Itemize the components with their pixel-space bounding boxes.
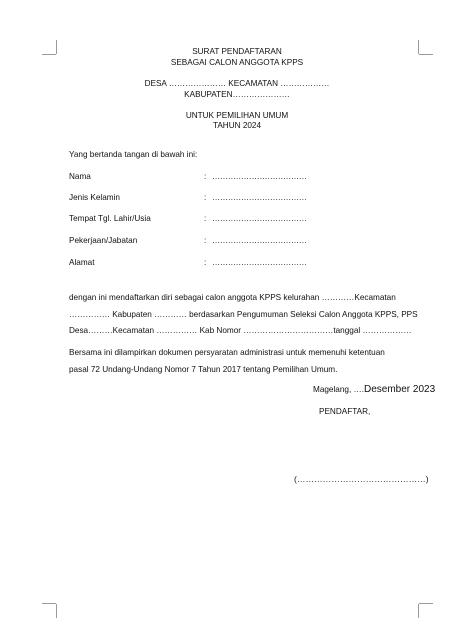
doc-title: SURAT PENDAFTARAN bbox=[192, 47, 282, 56]
intro-text: Yang bertanda tangan di bawah ini: bbox=[69, 150, 198, 159]
paragraph-line: Desa………Kecamatan …………… Kab Nomor ……………………………tanggal ……………… bbox=[69, 326, 412, 335]
field-colon: : bbox=[204, 214, 207, 223]
crop-mark-bottom-left-v bbox=[56, 604, 57, 618]
crop-mark-bottom-left-h bbox=[42, 603, 56, 604]
desa-kecamatan-line: DESA ………………… KECAMATAN ……………… bbox=[144, 79, 330, 88]
paragraph-line: dengan ini mendaftarkan diri sebagai calon anggota KPPS kelurahan …………Kecamatan bbox=[69, 293, 396, 302]
field-label: Nama bbox=[69, 172, 91, 181]
signature-name-line: (………………………………………) bbox=[294, 474, 429, 484]
field-blank: ……………………………… bbox=[212, 236, 307, 245]
field-colon: : bbox=[204, 258, 207, 267]
signature-place: Magelang, …. bbox=[313, 385, 364, 394]
field-colon: : bbox=[204, 193, 207, 202]
kabupaten-line: KABUPATEN………………… bbox=[184, 90, 290, 99]
election-line: UNTUK PEMILIHAN UMUM bbox=[185, 111, 289, 120]
registration-paragraph bbox=[69, 290, 418, 340]
signature-date: Desember 2023 bbox=[363, 384, 436, 395]
field-label: Jenis Kelamin bbox=[69, 193, 120, 202]
field-blank: ……………………………… bbox=[212, 258, 307, 267]
field-colon: : bbox=[204, 236, 207, 245]
field-blank: ……………………………… bbox=[212, 193, 307, 202]
signature-role: PENDAFTAR, bbox=[319, 407, 371, 416]
field-label: Alamat bbox=[69, 258, 95, 267]
doc-subtitle: SEBAGAI CALON ANGGOTA KPPS bbox=[170, 58, 304, 67]
field-colon: : bbox=[204, 172, 207, 181]
paragraph-line: Bersama ini dilampirkan dokumen persyaratan administrasi untuk memenuhi ketentuan bbox=[69, 348, 385, 357]
field-blank: ……………………………… bbox=[212, 214, 307, 223]
field-label: Tempat Tgl. Lahir/Usia bbox=[69, 214, 151, 223]
paragraph-line: …………… Kabupaten ………… berdasarkan Pengumuman Seleksi Calon Anggota KPPS, PPS bbox=[69, 309, 418, 319]
crop-mark-bottom-right-v bbox=[418, 604, 419, 618]
attachment-paragraph bbox=[69, 345, 405, 378]
year-line: TAHUN 2024 bbox=[212, 121, 262, 130]
paragraph-line: pasal 72 Undang-Undang Nomor 7 Tahun 2017 tentang Pemilihan Umum. bbox=[69, 364, 338, 374]
field-blank: ……………………………… bbox=[212, 172, 307, 181]
signature-place-date bbox=[313, 385, 435, 395]
field-label: Pekerjaan/Jabatan bbox=[69, 236, 138, 245]
crop-mark-bottom-right-h bbox=[419, 603, 433, 604]
